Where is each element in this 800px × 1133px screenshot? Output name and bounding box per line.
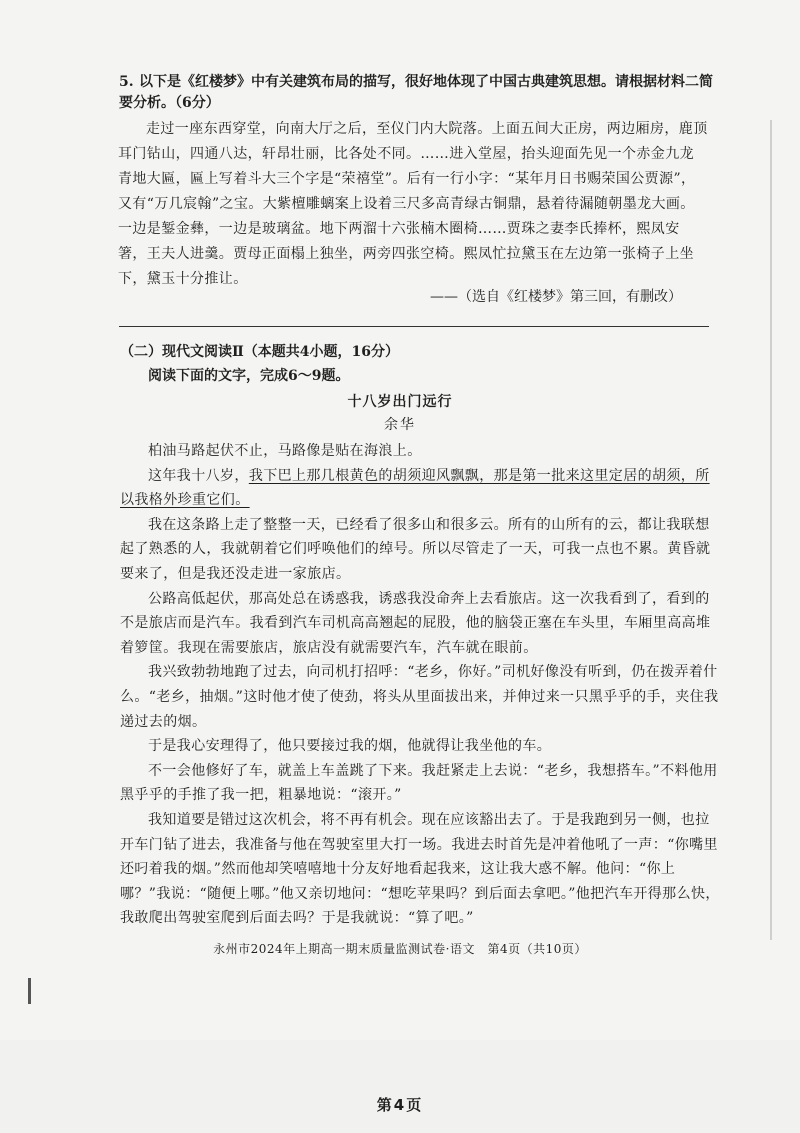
section-instruction: 阅读下面的文字，完成6～9题。 [148, 368, 350, 384]
underlined-sentence: 我下巴上那几根黄色的胡须迎风飘飘，那是第一批来这里定居的胡须，所以我格外珍重它们。 [120, 467, 710, 509]
article-body [120, 439, 720, 931]
question-text: 以下是《红楼梦》中有关建筑布局的描写，很好地体现了中国古典建筑思想。请根据材料二简要分析。（6分） [119, 74, 713, 111]
paragraph-lead: 这年我十八岁， [148, 467, 249, 484]
section-title: （二）现代文阅读Ⅱ（本题共4小题，16分） [120, 344, 400, 360]
hongloumeng-excerpt [118, 117, 708, 292]
article-title: 十八岁出门远行 [347, 394, 453, 410]
exam-footer: 永州市2024年上期高一期末质量监测试卷·语文 第4页（共10页） [213, 942, 587, 956]
article-paragraph [120, 464, 720, 513]
article-author: 余华 [384, 417, 416, 433]
question-number: 5. [119, 74, 134, 90]
article-paragraph: 柏油马路起伏不止，马路像是贴在海浪上。 [148, 443, 422, 459]
question-5 [119, 72, 719, 114]
article-paragraph: 我知道要是错过这次机会，将不再有机会。现在应该豁出去了。于是我跑到另一侧，也拉开车门钻了进去，我准备与他在驾驶室里大打一场。我进去时首先是冲着他吼了一声：“你嘴里还叼着我的烟。”然而他却笑嘻嘻地十分友好地看起我来，这让我大惑不解。他问：“你上哪？”我说：“随便上哪。”他又亲切地问：“想吃苹果吗？到后面去拿吧。”他把汽车开得那么快，我敢爬出驾驶室爬到后面去吗？于是我就说：“算了吧。” [120, 811, 720, 927]
article-paragraph: 不一会他修好了车，就盖上车盖跳了下来。我赶紧走上去说：“老乡，我想搭车。”不料他用黑乎乎的手推了我一把，粗暴地说：“滚开。” [120, 762, 718, 804]
section-divider [119, 326, 709, 327]
scan-edge-shadow [770, 120, 772, 940]
article-paragraph: 我在这条路上走了整整一天，已经看了很多山和很多云。所有的山所有的云，都让我联想起了熟悉的人，我就朝着它们呼唤他们的绰号。所以尽管走了一天，可我一点也不累。黄昏就要来了，但是我还没走进一家旅店。 [120, 516, 711, 582]
page-number-label: 第4页 [376, 1096, 424, 1114]
article-paragraph: 公路高低起伏，那高处总在诱惑我，诱惑我没命奔上去看旅店。这一次我看到了，看到的不是旅店而是汽车。我看到汽车司机高高翘起的屁股，他的脑袋正塞在车头里，车厢里高高堆着箩筐。我现在需要旅店，旅店没有就需要汽车，汽车就在眼前。 [120, 590, 711, 656]
article-paragraph: 我兴致勃勃地跑了过去，向司机打招呼：“老乡，你好。”司机好像没有听到，仍在拨弄着什么。“老乡，抽烟。”这时他才使了使劲，将头从里面拔出来，并伸过来一只黑乎乎的手，夹住我递过去的烟。 [120, 664, 719, 730]
excerpt-source: ——（选自《红楼梦》第三回，有删改） [430, 289, 682, 305]
excerpt-paragraph: 走过一座东西穿堂，向南大厅之后，至仪门内大院落。上面五间大正房，两边厢房，鹿顶耳门钻山，四通八达，轩昂壮丽，比各处不同。……进入堂屋，抬头迎面先见一个赤金九龙青地大匾，匾上写着斗大三个字是“荣禧堂”。后有一行小字：“某年月日书赐荣国公贾源”，又有“万几宸翰”之宝。大紫檀雕螭案上设着三尺多高青绿古铜鼎，悬着待漏随朝墨龙大画。一边是錾金彝，一边是玻璃盆。地下两溜十六张楠木圈椅……贾珠之妻李氏捧杯，熙凤安箸，王夫人进羹。贾母正面榻上独坐，两旁四张空椅。熙凤忙拉黛玉在左边第一张椅子上坐下，黛玉十分推让。 [118, 121, 708, 287]
article-paragraph: 于是我心安理得了，他只要接过我的烟，他就得让我坐他的车。 [148, 738, 552, 755]
scan-edge-mark [28, 978, 31, 1004]
